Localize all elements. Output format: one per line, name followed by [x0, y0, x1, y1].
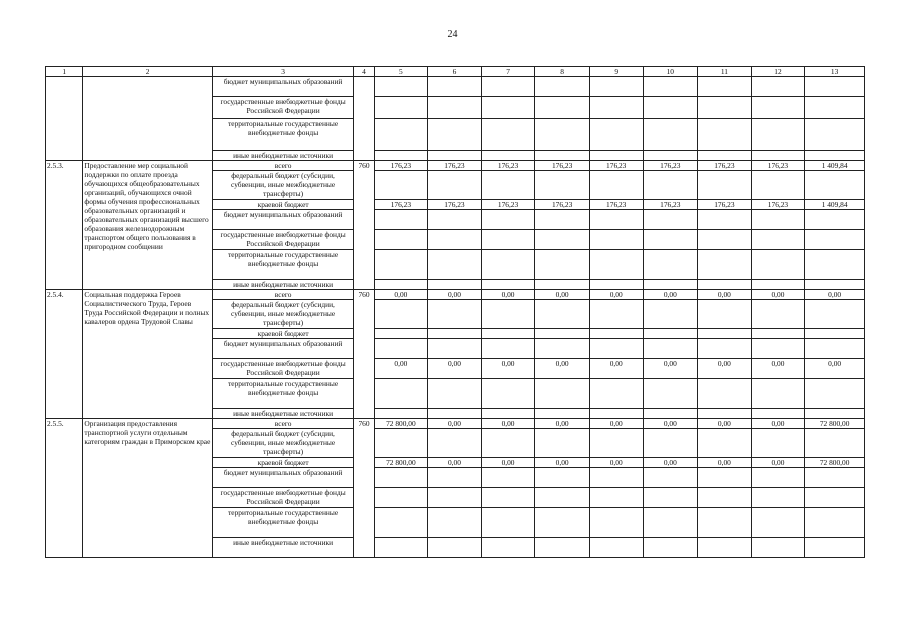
value-cell: 176,23 — [698, 161, 752, 171]
value-cell: 0,00 — [751, 290, 805, 300]
value-cell — [643, 119, 698, 151]
value-cell — [374, 339, 428, 359]
value-cell — [698, 329, 752, 339]
value-cell — [481, 329, 535, 339]
value-cell — [481, 280, 535, 290]
value-cell — [698, 210, 752, 230]
value-cell: 0,00 — [805, 290, 865, 300]
header-row — [46, 67, 865, 77]
value-cell — [698, 468, 752, 488]
funding-source-cell: государственные внебюджетные фонды Российской Федерации — [212, 230, 354, 250]
value-cell — [535, 379, 590, 409]
value-cell — [751, 508, 805, 538]
value-cell: 0,00 — [698, 458, 752, 468]
value-cell: 176,23 — [535, 200, 590, 210]
value-cell: 0,00 — [481, 290, 535, 300]
value-cell — [751, 409, 805, 419]
value-cell — [751, 488, 805, 508]
value-cell — [805, 508, 865, 538]
value-cell — [698, 508, 752, 538]
value-cell — [698, 280, 752, 290]
value-cell — [805, 171, 865, 200]
value-cell — [428, 280, 482, 290]
value-cell: 0,00 — [535, 419, 590, 429]
value-cell: 176,23 — [698, 200, 752, 210]
value-cell — [589, 409, 643, 419]
page-number: 24 — [447, 29, 458, 40]
value-cell — [428, 339, 482, 359]
funding-source-cell: бюджет муниципальных образований — [212, 468, 354, 488]
value-cell — [589, 210, 643, 230]
value-cell — [428, 329, 482, 339]
value-cell — [805, 300, 865, 329]
table-body — [46, 67, 865, 558]
value-cell — [589, 488, 643, 508]
funding-source-cell: иные внебюджетные источники — [212, 280, 354, 290]
value-cell: 0,00 — [589, 359, 643, 379]
value-cell: 0,00 — [535, 359, 590, 379]
value-cell — [805, 280, 865, 290]
value-cell: 0,00 — [428, 458, 482, 468]
table-row — [46, 77, 865, 97]
value-cell — [535, 171, 590, 200]
value-cell — [805, 250, 865, 280]
value-cell — [589, 329, 643, 339]
value-cell — [428, 508, 482, 538]
value-cell — [805, 409, 865, 419]
value-cell — [751, 171, 805, 200]
value-cell — [805, 119, 865, 151]
table-row — [46, 161, 865, 171]
header-cell: 4 — [354, 67, 374, 77]
code-cell — [354, 77, 374, 161]
value-cell: 176,23 — [481, 161, 535, 171]
value-cell — [643, 230, 698, 250]
value-cell — [374, 171, 428, 200]
value-cell — [751, 339, 805, 359]
value-cell — [698, 250, 752, 280]
value-cell — [374, 468, 428, 488]
value-cell — [535, 409, 590, 419]
header-cell: 8 — [535, 67, 590, 77]
value-cell — [643, 538, 698, 558]
value-cell: 0,00 — [589, 290, 643, 300]
funding-source-cell: федеральный бюджет (субсидии, субвенции, иные межбюджетные трансферты) — [212, 300, 354, 329]
value-cell — [805, 339, 865, 359]
value-cell — [589, 250, 643, 280]
value-cell — [374, 488, 428, 508]
value-cell — [698, 77, 752, 97]
value-cell: 1 409,84 — [805, 161, 865, 171]
value-cell — [374, 250, 428, 280]
value-cell — [805, 468, 865, 488]
value-cell — [751, 119, 805, 151]
value-cell: 176,23 — [535, 161, 590, 171]
value-cell: 0,00 — [698, 359, 752, 379]
value-cell — [428, 538, 482, 558]
code-cell: 760 — [354, 290, 374, 419]
value-cell: 176,23 — [589, 161, 643, 171]
value-cell — [481, 119, 535, 151]
header-cell: 1 — [46, 67, 83, 77]
value-cell: 0,00 — [751, 419, 805, 429]
table-row — [46, 419, 865, 429]
budget-table — [45, 66, 865, 558]
value-cell — [698, 151, 752, 161]
value-cell: 72 800,00 — [374, 419, 428, 429]
value-cell: 0,00 — [751, 458, 805, 468]
value-cell — [751, 151, 805, 161]
value-cell — [428, 97, 482, 119]
funding-source-cell: государственные внебюджетные фонды Российской Федерации — [212, 488, 354, 508]
header-cell: 9 — [589, 67, 643, 77]
funding-source-cell: территориальные государственные внебюджетные фонды — [212, 250, 354, 280]
value-cell — [535, 508, 590, 538]
funding-source-cell: краевой бюджет — [212, 329, 354, 339]
value-cell — [481, 429, 535, 458]
value-cell — [374, 151, 428, 161]
value-cell — [481, 339, 535, 359]
value-cell — [481, 409, 535, 419]
value-cell — [481, 210, 535, 230]
item-number-cell: 2.5.3. — [46, 161, 83, 290]
value-cell: 0,00 — [428, 359, 482, 379]
item-name-cell: Организация предоставления транспортной услуги отдельным категориям граждан в Приморском крае — [83, 419, 212, 558]
value-cell: 176,23 — [428, 161, 482, 171]
value-cell — [428, 230, 482, 250]
code-cell: 760 — [354, 419, 374, 558]
value-cell: 72 800,00 — [805, 458, 865, 468]
value-cell: 176,23 — [428, 200, 482, 210]
header-cell: 7 — [481, 67, 535, 77]
value-cell — [643, 488, 698, 508]
value-cell: 176,23 — [751, 161, 805, 171]
value-cell: 0,00 — [643, 419, 698, 429]
value-cell — [805, 77, 865, 97]
funding-source-cell: иные внебюджетные источники — [212, 409, 354, 419]
value-cell — [698, 300, 752, 329]
value-cell — [374, 280, 428, 290]
item-number-cell: 2.5.4. — [46, 290, 83, 419]
header-cell: 13 — [805, 67, 865, 77]
header-cell: 3 — [212, 67, 354, 77]
value-cell: 0,00 — [589, 458, 643, 468]
value-cell — [751, 468, 805, 488]
value-cell — [643, 77, 698, 97]
value-cell: 72 800,00 — [805, 419, 865, 429]
value-cell: 0,00 — [589, 419, 643, 429]
value-cell: 176,23 — [481, 200, 535, 210]
item-name-cell: Предоставление мер социальной поддержки по оплате проезда обучающихся общеобразовательных организаций, обучающихся очной формы обучения профессиональных образовательных организаций и образовательных организаций высшего образования железнодорожным транспортом общего пользования в пригородном сообщении — [83, 161, 212, 290]
value-cell: 0,00 — [751, 359, 805, 379]
value-cell — [698, 538, 752, 558]
value-cell — [535, 230, 590, 250]
value-cell: 176,23 — [374, 161, 428, 171]
value-cell — [589, 300, 643, 329]
value-cell — [643, 171, 698, 200]
value-cell: 0,00 — [643, 290, 698, 300]
value-cell — [481, 538, 535, 558]
value-cell — [751, 329, 805, 339]
value-cell — [374, 538, 428, 558]
value-cell — [805, 538, 865, 558]
value-cell — [535, 538, 590, 558]
header-cell: 12 — [751, 67, 805, 77]
value-cell — [589, 339, 643, 359]
value-cell: 0,00 — [698, 419, 752, 429]
value-cell — [698, 119, 752, 151]
value-cell — [589, 171, 643, 200]
header-cell: 5 — [374, 67, 428, 77]
value-cell: 0,00 — [535, 458, 590, 468]
value-cell — [374, 300, 428, 329]
item-number-cell — [46, 77, 83, 161]
funding-source-cell: всего — [212, 161, 354, 171]
value-cell — [535, 151, 590, 161]
value-cell: 0,00 — [481, 359, 535, 379]
value-cell: 0,00 — [535, 290, 590, 300]
value-cell: 0,00 — [805, 359, 865, 379]
value-cell — [428, 468, 482, 488]
value-cell — [428, 250, 482, 280]
value-cell: 176,23 — [751, 200, 805, 210]
header-cell: 11 — [698, 67, 752, 77]
value-cell — [643, 151, 698, 161]
header-cell: 2 — [83, 67, 212, 77]
value-cell — [374, 119, 428, 151]
value-cell — [374, 230, 428, 250]
value-cell: 0,00 — [428, 419, 482, 429]
value-cell — [589, 151, 643, 161]
value-cell — [751, 77, 805, 97]
value-cell — [374, 409, 428, 419]
value-cell — [428, 210, 482, 230]
value-cell — [751, 280, 805, 290]
value-cell — [535, 429, 590, 458]
value-cell — [481, 230, 535, 250]
value-cell — [428, 409, 482, 419]
value-cell — [374, 329, 428, 339]
item-name-cell — [83, 77, 212, 161]
value-cell — [481, 97, 535, 119]
value-cell — [589, 97, 643, 119]
value-cell — [589, 280, 643, 290]
funding-source-cell: федеральный бюджет (субсидии, субвенции, иные межбюджетные трансферты) — [212, 171, 354, 200]
value-cell — [805, 97, 865, 119]
code-cell: 760 — [354, 161, 374, 290]
value-cell — [751, 300, 805, 329]
value-cell — [643, 300, 698, 329]
value-cell: 0,00 — [481, 419, 535, 429]
value-cell — [374, 508, 428, 538]
funding-source-cell: всего — [212, 290, 354, 300]
funding-source-cell: государственные внебюджетные фонды Российской Федерации — [212, 97, 354, 119]
value-cell — [428, 379, 482, 409]
table-row — [46, 290, 865, 300]
value-cell — [643, 280, 698, 290]
value-cell — [428, 488, 482, 508]
value-cell — [428, 77, 482, 97]
funding-source-cell: иные внебюджетные источники — [212, 151, 354, 161]
value-cell — [698, 339, 752, 359]
value-cell: 0,00 — [374, 359, 428, 379]
value-cell — [535, 339, 590, 359]
value-cell — [805, 210, 865, 230]
value-cell — [751, 429, 805, 458]
funding-source-cell: территориальные государственные внебюджетные фонды — [212, 379, 354, 409]
funding-source-cell: государственные внебюджетные фонды Российской Федерации — [212, 359, 354, 379]
value-cell — [428, 300, 482, 329]
value-cell — [374, 429, 428, 458]
value-cell — [428, 151, 482, 161]
value-cell — [481, 508, 535, 538]
value-cell — [698, 488, 752, 508]
value-cell: 0,00 — [643, 359, 698, 379]
value-cell — [643, 339, 698, 359]
value-cell — [698, 379, 752, 409]
value-cell — [805, 230, 865, 250]
value-cell — [535, 119, 590, 151]
value-cell — [535, 97, 590, 119]
value-cell — [481, 488, 535, 508]
value-cell — [643, 97, 698, 119]
value-cell — [374, 97, 428, 119]
value-cell — [698, 171, 752, 200]
item-number-cell: 2.5.5. — [46, 419, 83, 558]
value-cell — [481, 171, 535, 200]
header-cell: 10 — [643, 67, 698, 77]
value-cell — [428, 119, 482, 151]
value-cell — [698, 97, 752, 119]
value-cell: 0,00 — [643, 458, 698, 468]
value-cell — [481, 151, 535, 161]
funding-source-cell: краевой бюджет — [212, 458, 354, 468]
funding-source-cell: федеральный бюджет (субсидии, субвенции, иные межбюджетные трансферты) — [212, 429, 354, 458]
value-cell — [643, 409, 698, 419]
value-cell — [374, 77, 428, 97]
funding-source-cell: территориальные государственные внебюджетные фонды — [212, 508, 354, 538]
value-cell — [805, 488, 865, 508]
value-cell — [535, 77, 590, 97]
value-cell: 0,00 — [428, 290, 482, 300]
funding-source-cell: всего — [212, 419, 354, 429]
header-cell: 6 — [428, 67, 482, 77]
value-cell: 1 409,84 — [805, 200, 865, 210]
funding-source-cell: иные внебюджетные источники — [212, 538, 354, 558]
value-cell — [428, 171, 482, 200]
value-cell: 0,00 — [698, 290, 752, 300]
value-cell — [481, 250, 535, 280]
value-cell — [751, 210, 805, 230]
value-cell — [535, 300, 590, 329]
value-cell — [805, 429, 865, 458]
value-cell: 0,00 — [481, 458, 535, 468]
value-cell — [751, 97, 805, 119]
funding-source-cell: бюджет муниципальных образований — [212, 210, 354, 230]
value-cell — [481, 379, 535, 409]
item-name-cell: Социальная поддержка Героев Социалистического Труда, Героев Труда Российской Федерации и полных кавалеров ордена Трудовой Славы — [83, 290, 212, 419]
value-cell — [481, 468, 535, 488]
value-cell — [589, 119, 643, 151]
funding-source-cell: краевой бюджет — [212, 200, 354, 210]
value-cell — [643, 210, 698, 230]
value-cell — [535, 210, 590, 230]
value-cell: 176,23 — [374, 200, 428, 210]
funding-source-cell: бюджет муниципальных образований — [212, 339, 354, 359]
value-cell — [643, 329, 698, 339]
value-cell — [535, 488, 590, 508]
value-cell — [698, 230, 752, 250]
value-cell — [643, 429, 698, 458]
value-cell — [374, 210, 428, 230]
value-cell — [589, 468, 643, 488]
value-cell — [751, 538, 805, 558]
value-cell — [751, 230, 805, 250]
funding-source-cell: бюджет муниципальных образований — [212, 77, 354, 97]
value-cell — [805, 151, 865, 161]
value-cell — [643, 508, 698, 538]
value-cell — [589, 429, 643, 458]
value-cell — [643, 250, 698, 280]
value-cell: 0,00 — [374, 290, 428, 300]
value-cell — [589, 77, 643, 97]
value-cell — [643, 468, 698, 488]
value-cell — [751, 250, 805, 280]
value-cell — [698, 409, 752, 419]
value-cell — [535, 468, 590, 488]
value-cell — [589, 379, 643, 409]
value-cell: 176,23 — [589, 200, 643, 210]
value-cell — [535, 329, 590, 339]
value-cell — [535, 250, 590, 280]
value-cell — [428, 429, 482, 458]
value-cell — [481, 77, 535, 97]
funding-source-cell: территориальные государственные внебюджетные фонды — [212, 119, 354, 151]
value-cell: 176,23 — [643, 161, 698, 171]
value-cell — [374, 379, 428, 409]
value-cell — [643, 379, 698, 409]
value-cell: 72 800,00 — [374, 458, 428, 468]
value-cell — [535, 280, 590, 290]
value-cell — [805, 329, 865, 339]
value-cell — [751, 379, 805, 409]
value-cell: 176,23 — [643, 200, 698, 210]
value-cell — [698, 429, 752, 458]
value-cell — [589, 538, 643, 558]
value-cell — [481, 300, 535, 329]
value-cell — [805, 379, 865, 409]
value-cell — [589, 230, 643, 250]
value-cell — [589, 508, 643, 538]
